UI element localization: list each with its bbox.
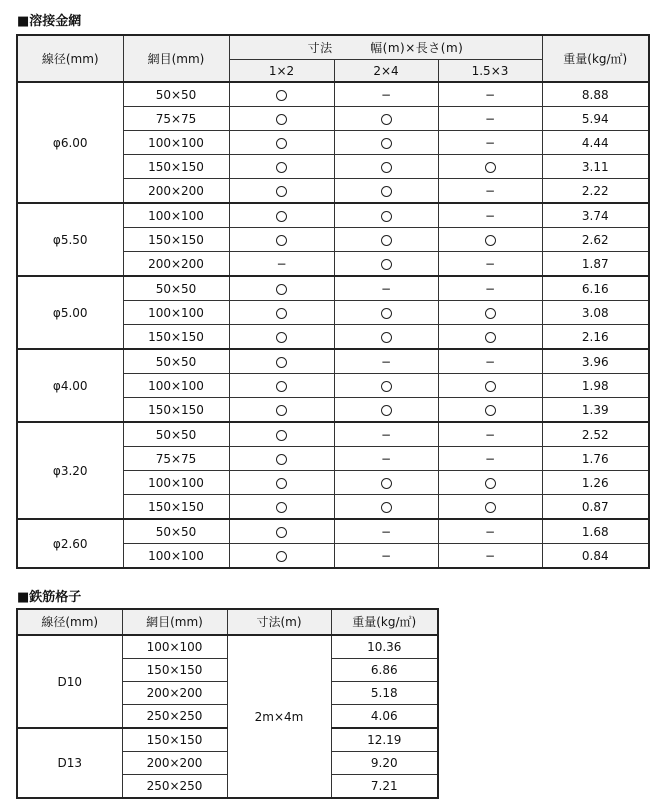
weight-cell: 0.84 — [542, 544, 649, 569]
availability-cell: − — [438, 252, 542, 277]
availability-cell — [438, 398, 542, 423]
mesh-cell: 100×100 — [123, 471, 229, 495]
rebar-grid-table — [16, 608, 439, 799]
available-circle-icon — [485, 381, 496, 392]
availability-cell: − — [334, 422, 438, 447]
availability-cell: − — [438, 447, 542, 471]
wire-diameter-cell: φ5.50 — [17, 203, 123, 276]
wire-diameter-cell: φ2.60 — [17, 519, 123, 568]
header-weight: 重量(kg/㎡) — [331, 609, 438, 635]
rebar-grid-table-body — [17, 635, 438, 798]
weight-cell: 5.94 — [542, 107, 649, 131]
availability-cell — [229, 228, 334, 252]
available-circle-icon — [276, 211, 287, 222]
availability-cell — [229, 544, 334, 569]
weight-cell: 10.36 — [331, 635, 438, 659]
weight-cell: 2.52 — [542, 422, 649, 447]
weight-cell: 6.86 — [331, 659, 438, 682]
mesh-cell: 150×150 — [123, 398, 229, 423]
wire-diameter-cell: D13 — [17, 728, 122, 798]
availability-cell — [229, 422, 334, 447]
available-circle-icon — [381, 381, 392, 392]
availability-cell: − — [438, 179, 542, 204]
weight-cell: 4.06 — [331, 705, 438, 729]
available-circle-icon — [381, 405, 392, 416]
mesh-cell: 50×50 — [123, 349, 229, 374]
mesh-cell: 150×150 — [123, 495, 229, 520]
weight-cell: 4.44 — [542, 131, 649, 155]
weight-cell: 6.16 — [542, 276, 649, 301]
weight-cell: 2.16 — [542, 325, 649, 350]
available-circle-icon — [485, 162, 496, 173]
availability-cell — [229, 447, 334, 471]
available-circle-icon — [485, 308, 496, 319]
table-row — [17, 635, 438, 659]
weight-cell: 2.22 — [542, 179, 649, 204]
weight-cell: 3.96 — [542, 349, 649, 374]
availability-cell — [334, 203, 438, 228]
wire-diameter-cell: φ3.20 — [17, 422, 123, 519]
availability-cell — [229, 325, 334, 350]
table-row — [17, 276, 649, 301]
table-row — [17, 203, 649, 228]
wire-diameter-cell: D10 — [17, 635, 122, 728]
availability-cell — [229, 374, 334, 398]
available-circle-icon — [485, 235, 496, 246]
availability-cell — [334, 107, 438, 131]
available-circle-icon — [276, 381, 287, 392]
availability-cell — [334, 179, 438, 204]
availability-cell — [229, 519, 334, 544]
table-row — [17, 519, 649, 544]
available-circle-icon — [381, 478, 392, 489]
mesh-cell: 100×100 — [123, 203, 229, 228]
availability-cell — [334, 301, 438, 325]
available-circle-icon — [381, 186, 392, 197]
mesh-cell: 100×100 — [123, 544, 229, 569]
weight-cell: 2.62 — [542, 228, 649, 252]
mesh-cell: 50×50 — [123, 276, 229, 301]
available-circle-icon — [381, 138, 392, 149]
weight-cell: 5.18 — [331, 682, 438, 705]
availability-cell: − — [438, 349, 542, 374]
availability-cell — [334, 374, 438, 398]
weight-cell: 7.21 — [331, 775, 438, 799]
header-weight: 重量(kg/㎡) — [542, 35, 649, 82]
header-size: 寸法 幅(m)×長さ(m) — [229, 35, 542, 60]
availability-cell: − — [334, 82, 438, 107]
availability-cell — [229, 495, 334, 520]
availability-cell: − — [438, 422, 542, 447]
wire-diameter-cell: φ5.00 — [17, 276, 123, 349]
welded-mesh-table-header — [17, 35, 649, 82]
table-row — [17, 349, 649, 374]
available-circle-icon — [276, 308, 287, 319]
mesh-cell: 200×200 — [122, 752, 227, 775]
available-circle-icon — [276, 162, 287, 173]
available-circle-icon — [276, 527, 287, 538]
wire-diameter-cell: φ4.00 — [17, 349, 123, 422]
header-wire-diameter: 線径(mm) — [17, 35, 123, 82]
availability-cell: − — [334, 276, 438, 301]
table-row — [17, 82, 649, 107]
availability-cell: − — [438, 203, 542, 228]
available-circle-icon — [381, 259, 392, 270]
weight-cell: 1.87 — [542, 252, 649, 277]
mesh-cell: 150×150 — [122, 728, 227, 752]
header-wire-diameter: 線径(mm) — [17, 609, 122, 635]
mesh-cell: 250×250 — [122, 705, 227, 729]
availability-cell — [334, 252, 438, 277]
mesh-cell: 150×150 — [122, 659, 227, 682]
weight-cell: 3.11 — [542, 155, 649, 179]
header-mesh: 網目(mm) — [122, 609, 227, 635]
available-circle-icon — [276, 502, 287, 513]
available-circle-icon — [485, 502, 496, 513]
availability-cell: − — [438, 131, 542, 155]
available-circle-icon — [276, 138, 287, 149]
availability-cell — [229, 155, 334, 179]
availability-cell: − — [438, 544, 542, 569]
available-circle-icon — [381, 114, 392, 125]
header-size: 寸法(m) — [227, 609, 331, 635]
available-circle-icon — [276, 235, 287, 246]
availability-cell — [229, 82, 334, 107]
availability-cell — [438, 155, 542, 179]
mesh-cell: 250×250 — [122, 775, 227, 799]
availability-cell — [438, 374, 542, 398]
available-circle-icon — [485, 478, 496, 489]
weight-cell: 1.68 — [542, 519, 649, 544]
mesh-cell: 200×200 — [123, 179, 229, 204]
available-circle-icon — [485, 405, 496, 416]
weight-cell: 8.88 — [542, 82, 649, 107]
availability-cell: − — [438, 519, 542, 544]
availability-cell — [334, 228, 438, 252]
availability-cell: − — [334, 519, 438, 544]
mesh-cell: 150×150 — [123, 228, 229, 252]
weight-cell: 0.87 — [542, 495, 649, 520]
weight-cell: 1.26 — [542, 471, 649, 495]
header-size-1.5x3: 1.5×3 — [438, 60, 542, 83]
availability-cell — [334, 495, 438, 520]
availability-cell — [334, 398, 438, 423]
availability-cell: − — [438, 82, 542, 107]
availability-cell: − — [438, 276, 542, 301]
available-circle-icon — [276, 284, 287, 295]
available-circle-icon — [276, 186, 287, 197]
mesh-cell: 150×150 — [123, 155, 229, 179]
mesh-cell: 150×150 — [123, 325, 229, 350]
availability-cell — [438, 325, 542, 350]
weight-cell: 3.74 — [542, 203, 649, 228]
mesh-cell: 100×100 — [123, 301, 229, 325]
weight-cell: 9.20 — [331, 752, 438, 775]
available-circle-icon — [485, 332, 496, 343]
availability-cell — [229, 301, 334, 325]
availability-cell: − — [229, 252, 334, 277]
availability-cell — [229, 471, 334, 495]
mesh-cell: 50×50 — [123, 82, 229, 107]
weight-cell: 1.98 — [542, 374, 649, 398]
availability-cell — [229, 179, 334, 204]
header-mesh: 網目(mm) — [123, 35, 229, 82]
availability-cell — [334, 325, 438, 350]
mesh-cell: 100×100 — [122, 635, 227, 659]
available-circle-icon — [276, 430, 287, 441]
welded-mesh-table — [16, 34, 650, 569]
availability-cell — [438, 495, 542, 520]
availability-cell — [229, 398, 334, 423]
weight-cell: 3.08 — [542, 301, 649, 325]
availability-cell — [229, 107, 334, 131]
available-circle-icon — [276, 90, 287, 101]
wire-diameter-cell: φ6.00 — [17, 82, 123, 203]
mesh-cell: 50×50 — [123, 519, 229, 544]
weight-cell: 12.19 — [331, 728, 438, 752]
available-circle-icon — [381, 502, 392, 513]
weight-cell: 1.39 — [542, 398, 649, 423]
header-size-1x2: 1×2 — [229, 60, 334, 83]
availability-cell — [334, 471, 438, 495]
availability-cell — [229, 276, 334, 301]
mesh-cell: 100×100 — [123, 374, 229, 398]
available-circle-icon — [381, 162, 392, 173]
availability-cell — [334, 131, 438, 155]
availability-cell — [438, 301, 542, 325]
availability-cell: − — [334, 544, 438, 569]
availability-cell — [334, 155, 438, 179]
welded-mesh-section-title: ■溶接金網 — [17, 14, 82, 29]
availability-cell — [229, 131, 334, 155]
mesh-cell: 75×75 — [123, 447, 229, 471]
available-circle-icon — [381, 211, 392, 222]
available-circle-icon — [276, 478, 287, 489]
available-circle-icon — [276, 357, 287, 368]
welded-mesh-table-body — [17, 82, 649, 568]
rebar-grid-section-title: ■鉄筋格子 — [17, 590, 82, 605]
mesh-cell: 200×200 — [122, 682, 227, 705]
available-circle-icon — [276, 551, 287, 562]
mesh-cell: 75×75 — [123, 107, 229, 131]
available-circle-icon — [276, 405, 287, 416]
mesh-cell: 200×200 — [123, 252, 229, 277]
availability-cell — [229, 203, 334, 228]
availability-cell — [438, 228, 542, 252]
availability-cell: − — [334, 447, 438, 471]
available-circle-icon — [276, 114, 287, 125]
availability-cell — [438, 471, 542, 495]
header-size-2x4: 2×4 — [334, 60, 438, 83]
availability-cell: − — [334, 349, 438, 374]
table-row — [17, 422, 649, 447]
availability-cell — [229, 349, 334, 374]
available-circle-icon — [381, 235, 392, 246]
mesh-cell: 100×100 — [123, 131, 229, 155]
available-circle-icon — [276, 332, 287, 343]
available-circle-icon — [381, 308, 392, 319]
available-circle-icon — [381, 332, 392, 343]
rebar-grid-table-header — [17, 609, 438, 635]
mesh-cell: 50×50 — [123, 422, 229, 447]
availability-cell: − — [438, 107, 542, 131]
available-circle-icon — [276, 454, 287, 465]
size-cell: 2m×4m — [227, 635, 331, 798]
weight-cell: 1.76 — [542, 447, 649, 471]
